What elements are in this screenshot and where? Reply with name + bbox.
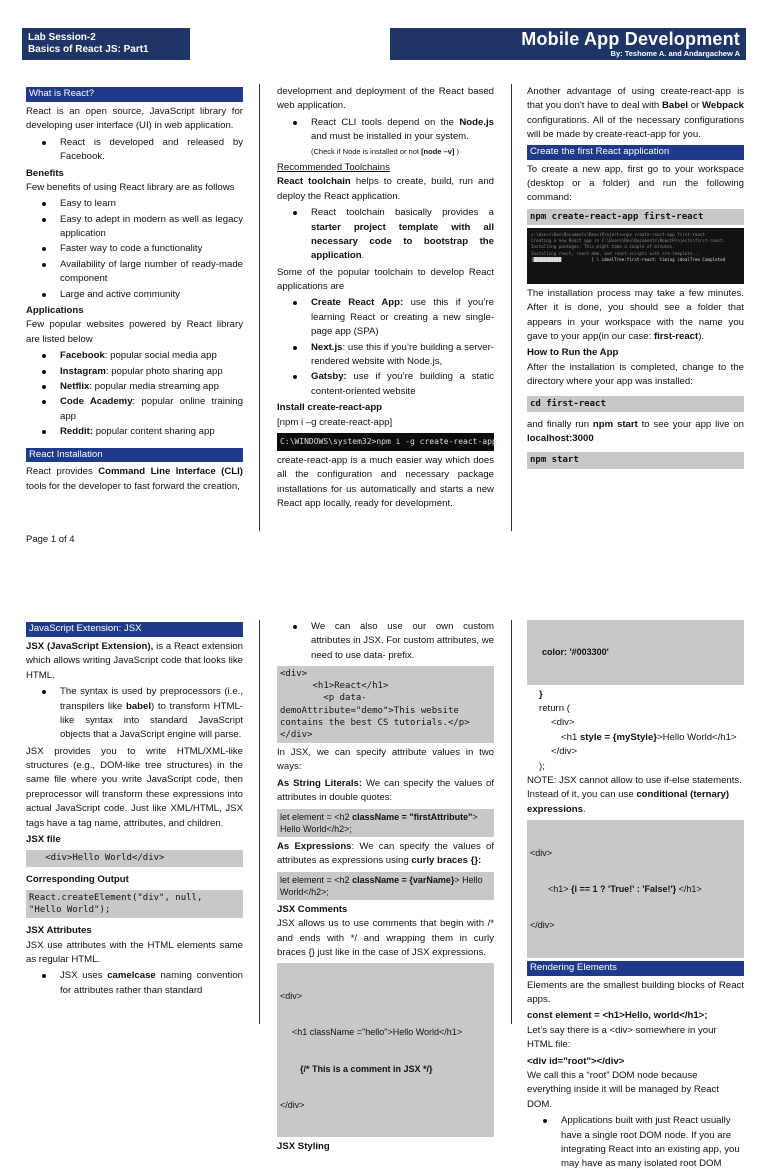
subheading-jsx-file: JSX file [26,834,61,846]
list-item: Gatsby: use if you’re building a static content-oriented website [293,370,494,399]
paragraph: JSX use attributes with the HTML elements same as regular HTML. [26,939,243,965]
subheading-jsx-comments: JSX Comments [277,903,348,915]
code-style-return: } return ( <div> <h1 style = {myStyle}>Hello World</h1> </div> ); [539,688,737,772]
page1-column1 [26,85,243,496]
code-root-div: <div id="root"></div> [527,1055,625,1067]
authors-byline: By: Teshome A. and Andargachew A [610,48,740,58]
code-expression: let element = <h2 className = {varName}> Hello World</h2>; [277,872,494,900]
paragraph: JSX provides you to write HTML/XML-like structures (e.g., DOM-like tree structures) in the same file where you write JavaScript code, then preprocessor will transform these expressions into actual JavaScript code. Just like XML/HTML, JSX tags have a tag name, attributes, and children. [26,745,243,829]
code-jsx-file: <div>Hello World</div> [26,850,243,866]
list-item: Instagram: popular photo sharing app [42,365,243,379]
terminal-screenshot: c:\Users\Dev\Documents\ReactProjects>npx create-react-app first-react Creating a new React app in C:\Users\Dev\Documents\ReactProjects\first-react. Installing packages. This might take a couple of minutes. Installing react, react-dom, and react-scripts with cra-template... [███████████ ] \ idealTree:first-react: timing idealTree Completed [527,228,744,284]
install-command-text: [npm i –g create-react-app] [277,416,393,428]
code-cd: cd first-react [527,396,744,412]
lab-topic-label: Basics of React JS: Part1 [28,44,149,55]
list-item: Code Academy: popular online training app [42,395,243,424]
column-divider [511,620,512,1024]
column-divider [259,84,260,531]
paragraph: React toolchain helps to create, build, run and deploy the React application. [277,176,494,202]
page-number: Page 1 of 4 [26,534,75,545]
paragraph: After the installation is completed, change to the directory where your app was installed: [527,361,744,388]
paragraph: and finally run npm start to see your app live on localhost:3000 [527,418,744,445]
list-item: Faster way to code a functionality [42,242,243,256]
code-custom-attribute: <div> <h1>React</h1> <p data-demoAttribute="demo">This website contains the best CS tutorials.</p> </div> [277,666,494,743]
subheading-jsx-styling: JSX Styling [277,1141,330,1153]
paragraph: We call this a “root” DOM node because everything inside it will be managed by React DOM. [527,1070,719,1110]
list-item: Netflix: popular media streaming app [42,380,243,394]
code-ternary: <div> <h1> {i == 1 ? 'True!' : 'False!'} </h1> </div> [527,820,744,958]
paragraph: Let’s say there is a <div> somewhere in your HTML file: [527,1024,717,1051]
list-item: The syntax is used by preprocessors (i.e., transpilers like babel) to transform HTML-like syntax into standard JavaScript objects that a JavaScript engine will parse. [42,685,243,743]
list-item: React CLI tools depend on the Node.js and must be installed in your system. (Check if Node is installed or not [node –v] ) [293,116,494,159]
paragraph: development and deployment of the React based web application. [277,86,494,112]
course-title-block [390,28,746,60]
code-comment: <div> <h1 className ="hello">Hello World</h1> {/* This is a comment in JSX */} </div> [277,963,494,1137]
list-item: Large and active community [42,288,243,302]
code-style-object: color: '#003300' [527,620,744,685]
paragraph: Another advantage of using create-react-app is that you don't have to deal with Babel or Webpack configurations. All of the necessary configurations will be made by create-react-app for you. [527,86,744,141]
paragraph: Few benefits of using React library are as follows [26,181,235,193]
page1-column2 [277,85,497,514]
paragraph: JSX allows us to use comments that begin with /* and ends with */ and wrapping them in curly braces {} just like in the case of JSX expressions. [277,918,494,959]
section-heading-what-is-react: What is React? [26,87,243,102]
page-header [22,28,746,60]
section-heading-rendering: Rendering Elements [527,961,744,976]
course-title: Mobile App Development [521,28,740,49]
list-item: Create React App: use this if you’re learning React or creating a new single-page app (SPA) [293,296,494,339]
code-create-app: npm create-react-app first-react [527,209,744,225]
column-divider [511,84,512,531]
paragraph: JSX (JavaScript Extension), is a React extension which allows writing JavaScript code that looks like HTML. [26,640,243,681]
paragraph: create-react-app is a much easier way which does all the configuration and necessary package installations for us automatically and starts a new React app locally, ready for development. [277,454,494,510]
subheading-install-cra: Install create-react-app [277,402,383,414]
paragraph: The installation process may take a few minutes. After it is done, you should see a folder that appears in your workspace with the name you gave to your app(in our case: first-react). [527,287,744,342]
list-item: Availability of large number of ready-made component [42,258,243,287]
paragraph: React provides Command Line Interface (CLI) tools for the developer to fast forward the creation, [26,466,244,492]
section-heading-react-installation: React Installation [26,448,243,463]
subheading-jsx-attributes: JSX Attributes [26,925,92,937]
list-item: Reddit: popular content sharing app [42,425,243,439]
code-string-literal: let element = <h2 className = "firstAttribute"> Hello World</h2>; [277,809,494,837]
paragraph: Few popular websites powered by React library are listed below [26,319,243,345]
paragraph: Elements are the smallest building blocks of React apps. [527,979,744,1006]
list-item: JSX uses camelcase naming convention for attributes rather than standard [42,969,243,998]
list-item: Easy to adept in modern as well as legacy application [42,213,243,242]
section-heading-jsx: JavaScript Extension: JSX [26,622,243,637]
list-item: React toolchain basically provides a starter project template with all necessary code to bootstrap the application. [293,206,494,264]
lab-session-block [22,28,190,60]
subheading-output: Corresponding Output [26,873,129,885]
column-divider [259,620,260,1024]
list-item: Applications built with just React usually have a single root DOM node. If you are integrating React into an existing app, you may have as many isolated root DOM [543,1114,744,1172]
code-output: React.createElement("div", null, "Hello World"); [26,890,243,918]
paragraph: In JSX, we can specify attribute values in two ways: [277,747,494,773]
code-const-element: const element = <h1>Hello, world</h1>; [527,1010,708,1022]
paragraph: Some of the popular toolchain to develop React applications are [277,266,494,293]
code-npm-start: npm start [527,452,744,468]
subheading-applications: Applications [26,305,84,317]
paragraph: As String Literals: We can specify the values of attributes in double quotes: [277,777,494,804]
page1-column3 [527,85,744,472]
list-item: Facebook: popular social media app [42,349,243,363]
terminal-install-command: C:\WINDOWS\system32>npm i -g create-react-app [277,433,494,451]
paragraph: React is an open source, JavaScript library for developing user interface (UI) in web application. [26,105,243,132]
page2-column3 [527,620,744,1174]
list-item: Easy to learn [42,197,243,211]
paragraph: As Expressions: We can specify the values of attributes as expressions using curly braces {}: [277,840,494,867]
subheading-recommended-toolchains: Recommended Toolchains [277,161,390,173]
lab-session-label: Lab Session-2 [28,31,96,43]
subheading-run-app: How to Run the App [527,347,619,359]
subheading-benefits: Benefits [26,167,64,179]
list-item: Next.js: use this if you’re building a server-rendered website with Node.js, [293,341,494,370]
paragraph: To create a new app, first go to your workspace (desktop or a folder) and run the following command: [527,163,744,204]
list-item: React is developed and released by Facebook. [42,136,243,165]
paragraph: NOTE: JSX cannot allow to use if-else statements. Instead of it, you can use conditional (ternary) expressions. [527,775,742,815]
list-item: We can also use our own custom attributes in JSX. For custom attributes, we need to use data- prefix. [293,620,494,663]
page2-column2 [277,620,494,1155]
section-heading-create-first-app: Create the first React application [527,145,744,160]
page2-column1 [26,620,243,1000]
